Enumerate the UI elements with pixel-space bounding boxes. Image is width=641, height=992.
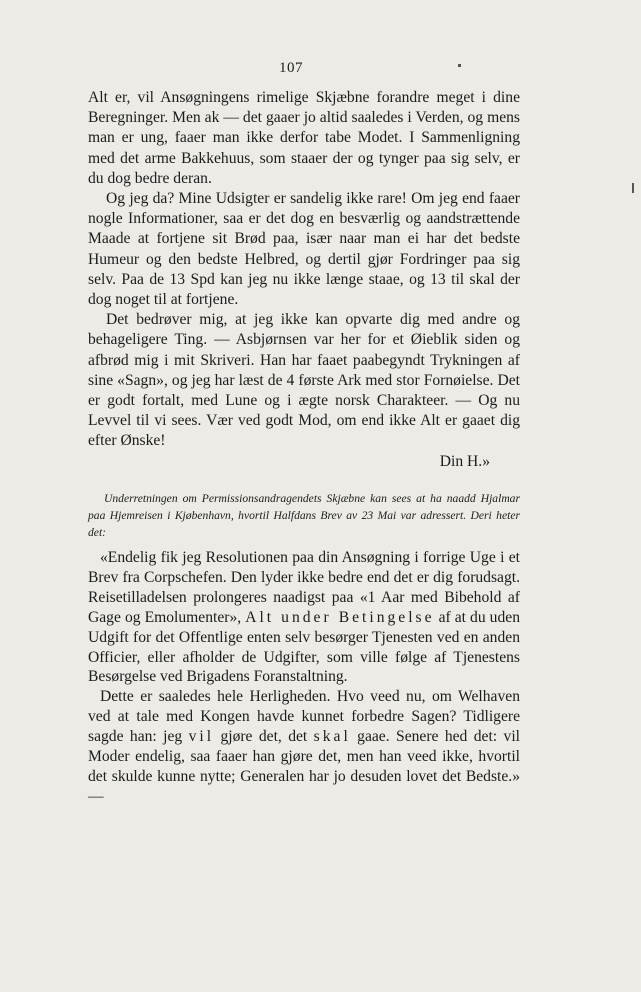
signature: Din H.»	[439, 452, 490, 470]
paragraph	[88, 548, 520, 687]
margin-mark	[632, 183, 634, 193]
emphasized-text: vil	[188, 728, 215, 746]
emphasized-text: skal	[313, 728, 351, 746]
text-run: gaae. Senere hed det: vil Moder endelig, saa faaer han gjøre det, men han veed ikke, hvortil det skulde kunne nytte; Generalen har jo desuden lovet det Bedste.» —	[88, 728, 520, 805]
page-number: 107	[279, 60, 303, 76]
editorial-note	[88, 490, 520, 541]
text-run: af at du uden Udgift for det Offentlige enten selv besørger Tjenesten ved en anden Officier, eller afholder de Udgifter, som ville følge af Tjenestens Besørgelse ved Brigadens Foranstaltning.	[88, 608, 520, 686]
text-run: gjøre det, det	[214, 728, 314, 746]
emphasized-text: Alt under Betingelse	[245, 608, 435, 626]
paragraph: Det bedrøver mig, at jeg ikke kan opvarte dig med andre og behageligere Ting. — Asbjørnsen var her for et Øieblik siden og afbrød mig i mit Skriveri. Han har faaet paabegyndt Trykningen af sine «Sagn», og jeg har læst de 4 første Ark med stor Fornøielse. Det er godt fortalt, med Lune og i ægte norsk Charakteer. — Og nu Levvel til vi sees. Vær ved godt Mod, om end ikke Alt er gaaet dig efter Ønske!	[88, 311, 520, 450]
letter-continuation	[88, 88, 520, 472]
ink-speck	[458, 64, 461, 67]
quoted-letter	[88, 548, 520, 807]
paragraph: Alt er, vil Ansøgningens rimelige Skjæbne forandre meget i dine Beregninger. Men ak — det gaaer jo altid saaledes i Verden, og mens man er ung, faaer man ikke derfor tabe Modet. I Sammenligning med det arme Bakkehuus, som staaer der og tynger paa sig selv, er du dog bedre deran.	[88, 89, 520, 187]
text-run: Dette er saaledes hele Herligheden. Hvo veed nu, om Welhaven ved at tale med Kongen havde kunnet forbedre Sagen? Tidligere sagde han: jeg	[88, 688, 520, 746]
paragraph: Og jeg da? Mine Udsigter er sandelig ikke rare! Om jeg end faaer nogle Informationer, saa er det dog en besværlig og aandstrættende Maade at fortjene sit Brød paa, især naar man ei har det bedste Humeur og den bedste Helbred, og dertil gjør Fordringer paa sig selv. Paa de 13 Spd kan jeg nu ikke længe staae, og 13 til skal der dog noget til at fortjene.	[88, 190, 520, 309]
paragraph	[88, 687, 520, 806]
text-run: «Endelig fik jeg Resolutionen paa din Ansøgning i forrige Uge i et Brev fra Corpschefen. Den lyder ikke bedre end det er dig forudsagt. Reisetilladelsen prolongeres naadigst paa «1 Aar med Bibehold af Gage og Emolumenter»,	[88, 549, 520, 626]
editorial-note-text: Underretningen om Permissionsandragendets Skjæbne kan sees at ha naadd Hjalmar paa Hjemreisen i Kjøbenhavn, hvortil Halfdans Brev av 23 Mai var adressert. Deri heter det:	[88, 492, 520, 539]
